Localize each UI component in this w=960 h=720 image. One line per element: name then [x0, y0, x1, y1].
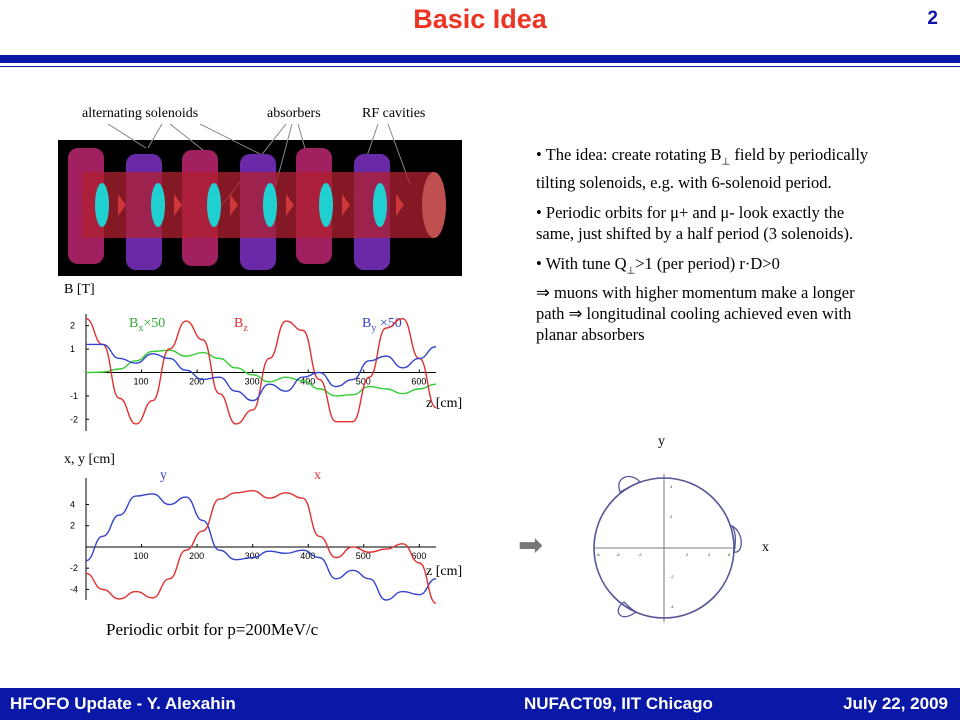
header-line [0, 66, 960, 67]
legend-bz: $B_z$ [234, 316, 248, 334]
bfield-x-tick-label: 400 [300, 376, 316, 387]
bullet-1: • The idea: create rotating $B_\perp$ field by periodically tilting solenoids, e.g. with 6-solenoid period. [536, 145, 869, 193]
header-bar [0, 55, 960, 63]
label-alternating-solenoids: alternating solenoids [82, 106, 199, 121]
bfield-x-tick-label: 300 [244, 376, 260, 387]
orbit-x-tick-label: 100 [133, 550, 149, 561]
orbit-y-label: y [658, 434, 665, 449]
orbit-y-tick-label: -2 [70, 563, 79, 574]
orbit-x-label: x [762, 540, 769, 555]
bfield-x-tick-label: 100 [133, 376, 149, 387]
slide-title: Basic Idea [413, 4, 547, 34]
svg-text:4: 4 [670, 484, 673, 489]
cavity-end [422, 172, 446, 238]
footer-date: July 22, 2009 [843, 694, 948, 713]
svg-text:-6: -6 [596, 552, 600, 557]
bfield-y-tick-label: -2 [70, 414, 79, 425]
bfield-y-tick-label: 2 [70, 320, 76, 331]
label-absorbers: absorbers [267, 106, 321, 121]
bfield-y-tick-label: 1 [70, 344, 76, 355]
caption: Periodic orbit for p=200MeV/c [106, 620, 319, 639]
b-field-chart [60, 310, 440, 435]
svg-text:-2: -2 [670, 574, 674, 579]
svg-text:2: 2 [670, 514, 673, 519]
orbit-phase-plot [586, 462, 750, 628]
bfield-series-line [86, 319, 436, 424]
chart1-ylabel: B [T] [64, 282, 95, 297]
orbit-x-tick-label: 600 [411, 550, 427, 561]
legend-bx: $B_x\times 50$ [129, 316, 166, 334]
svg-text:4: 4 [708, 552, 711, 557]
svg-text:2: 2 [686, 552, 689, 557]
orbit-x-tick-label: 400 [300, 550, 316, 561]
solenoid-lattice-diagram [58, 124, 462, 276]
orbit-chart [60, 474, 440, 604]
orbit-lobe [618, 602, 636, 617]
chart1-xlabel: z [cm] [426, 396, 463, 411]
orbit-y-tick-label: -4 [70, 584, 79, 595]
chart2-xlabel: z [cm] [426, 564, 463, 579]
bfield-y-tick-label: -1 [70, 390, 79, 401]
bfield-x-tick-label: 200 [189, 376, 205, 387]
bfield-x-tick-label: 500 [355, 376, 371, 387]
orbit-y-tick-label: 4 [70, 499, 76, 510]
label-rf-cavities: RF cavities [362, 106, 426, 121]
orbit-x-tick-label: 200 [189, 550, 205, 561]
bullet-2: • Periodic orbits for μ+ and μ- look exactly the same, just shifted by a half period (3 solenoids). [536, 203, 854, 244]
legend-x: x [314, 468, 321, 483]
bfield-series-line [86, 350, 436, 396]
arrow-icon: ➡ [518, 529, 544, 562]
bullet-3: • With tune $Q_\perp>1$ (per period) r·D>0 ⇒ muons with higher momentum make a longer path ⇒ longitudinal cooling achieved even with planar absorbers [536, 254, 855, 344]
footer-author: HFOFO Update - Y. Alexahin [10, 694, 236, 713]
page-number: 2 [927, 8, 938, 29]
orbit-y-tick-label: 2 [70, 520, 76, 531]
footer-conference: NUFACT09, IIT Chicago [524, 694, 713, 713]
svg-text:-4: -4 [616, 552, 620, 557]
chart2-ylabel: x, y [cm] [64, 452, 115, 467]
bfield-x-tick-label: 600 [411, 376, 427, 387]
svg-text:-4: -4 [670, 604, 674, 609]
legend-by: $B_y \times 50$ [362, 316, 402, 334]
footer-bar [0, 688, 960, 720]
svg-text:6: 6 [728, 552, 731, 557]
legend-y: y [160, 468, 167, 483]
orbit-x-tick-label: 300 [244, 550, 260, 561]
svg-text:-2: -2 [638, 552, 642, 557]
bullet-list [536, 144, 876, 354]
orbit-x-tick-label: 500 [355, 550, 371, 561]
